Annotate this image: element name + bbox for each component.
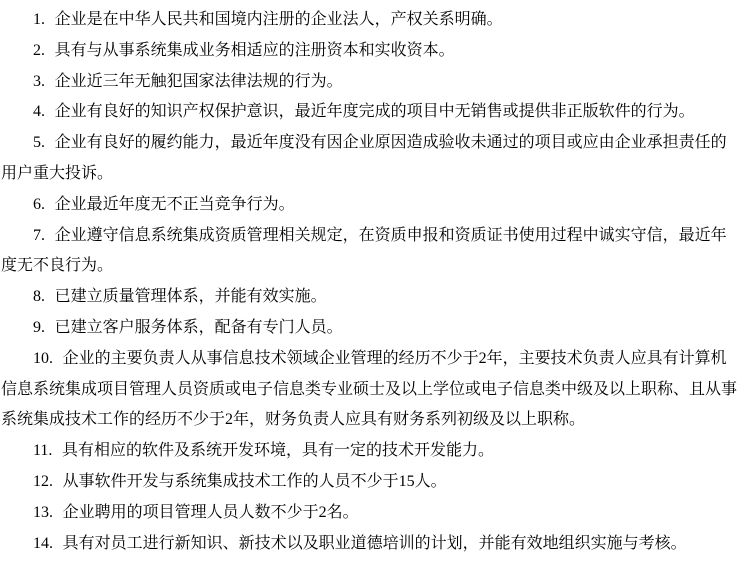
item-text: 企业的主要负责人从事信息技术领域企业管理的经历不少于2年，主要技术负责人应具有计算机信息系统集成项目管理人员资质或电子信息类专业硕士及以上学位或电子信息类中级及以上职称、且从事系统集成技术工作的经历不少于2年，财务负责人应具有财务系列初级及以上职称。 <box>1 349 738 429</box>
list-item-9 <box>1 313 738 344</box>
list-item-1 <box>1 5 738 36</box>
item-number: 8. <box>33 288 45 306</box>
item-text: 已建立客户服务体系，配备有专门人员。 <box>54 318 343 336</box>
list-item-13 <box>1 498 738 529</box>
list-item-4 <box>1 97 738 128</box>
item-number: 9. <box>33 318 45 336</box>
list-item-5 <box>1 128 738 190</box>
list-item-8 <box>1 282 738 313</box>
item-number: 7. <box>33 226 45 244</box>
list-item-3 <box>1 67 738 98</box>
item-number: 5. <box>33 134 45 152</box>
item-number: 11. <box>33 442 53 460</box>
item-number: 3. <box>33 72 45 90</box>
list-item-2 <box>1 36 738 67</box>
item-text: 企业聘用的项目管理人员人数不少于2名。 <box>62 503 359 521</box>
item-number: 10. <box>33 349 53 367</box>
item-text: 企业最近年度无不正当竞争行为。 <box>54 195 295 213</box>
item-text: 具有相应的软件及系统开发环境，具有一定的技术开发能力。 <box>62 442 495 460</box>
list-item-11 <box>1 436 738 467</box>
item-number: 2. <box>33 41 45 59</box>
item-number: 1. <box>33 11 45 28</box>
item-text: 具有对员工进行新知识、新技术以及职业道德培训的计划，并能有效地组织实施与考核。 <box>62 534 687 552</box>
list-item-7 <box>1 221 738 283</box>
item-number: 14. <box>33 534 53 552</box>
list-item-6 <box>1 190 738 221</box>
item-text: 企业近三年无触犯国家法律法规的行为。 <box>54 72 343 90</box>
item-text: 企业遵守信息系统集成资质管理相关规定，在资质申报和资质证书使用过程中诚实守信，最近年度无不良行为。 <box>1 226 727 275</box>
item-number: 12. <box>33 472 53 490</box>
item-text: 已建立质量管理体系，并能有效实施。 <box>54 288 327 306</box>
item-text: 具有与从事系统集成业务相适应的注册资本和实收资本。 <box>54 41 455 59</box>
item-text: 从事软件开发与系统集成技术工作的人员不少于15人。 <box>62 472 447 490</box>
item-text: 企业有良好的知识产权保护意识，最近年度完成的项目中无销售或提供非正版软件的行为。 <box>54 103 695 121</box>
list-item-14 <box>1 529 738 560</box>
item-number: 4. <box>33 103 45 121</box>
item-number: 13. <box>33 503 53 521</box>
list-item-10 <box>1 344 738 436</box>
item-text: 企业有良好的履约能力，最近年度没有因企业原因造成验收未通过的项目或应由企业承担责任的用户重大投诉。 <box>1 134 727 182</box>
list-item-12 <box>1 467 738 498</box>
item-number: 6. <box>33 195 45 213</box>
item-text: 企业是在中华人民共和国境内注册的企业法人，产权关系明确。 <box>54 11 503 28</box>
